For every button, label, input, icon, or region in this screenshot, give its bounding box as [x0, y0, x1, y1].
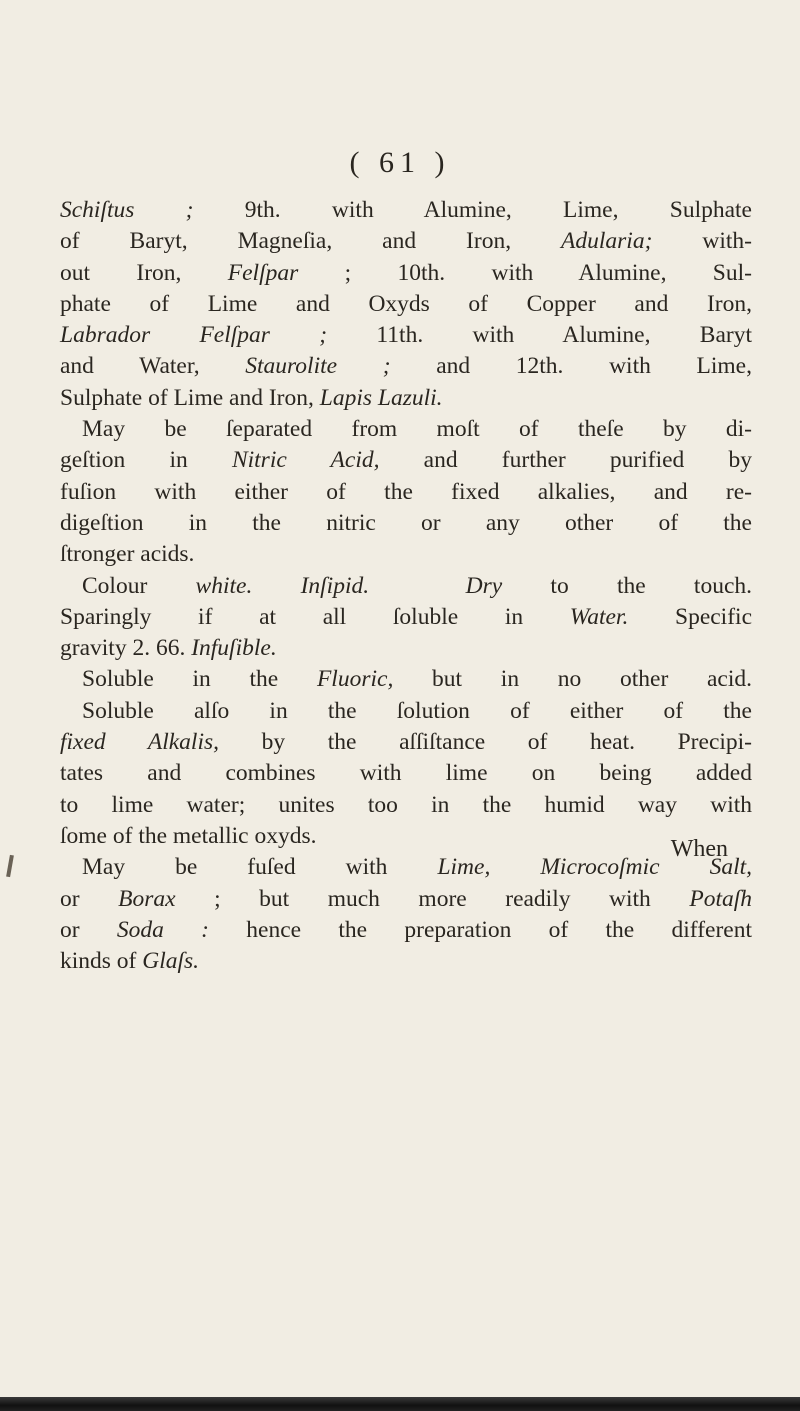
text-line: or Soda : hence the preparation of the different	[60, 916, 753, 943]
italic-term: Adularia;	[561, 228, 653, 255]
text-line: out Iron, Felſpar ; 10th. with Alumine, Sul-	[60, 259, 752, 286]
italic-term: Microcoſmic Salt,	[540, 854, 753, 881]
text-line: phate of Lime and Oxyds of Copper and Iron,	[60, 290, 752, 317]
italic-term: Labrador Felſpar ;	[60, 322, 328, 349]
italic-term: Inſipid.	[300, 572, 370, 599]
italic-term: Borax	[118, 885, 176, 912]
text-line: May be fuſed with Lime, Microcoſmic Salt,	[82, 854, 753, 881]
text-line: Labrador Felſpar ; 11th. with Alumine, Baryt	[60, 322, 752, 349]
text-line: kinds of Glaſs.	[60, 948, 200, 975]
text-line: digeſtion in the nitric or any other of the	[60, 509, 752, 536]
text-line: of Baryt, Magneſia, and Iron, Adularia; with-	[60, 228, 752, 255]
scan-edge-bar	[0, 1397, 800, 1411]
italic-term: Lime,	[437, 854, 491, 881]
text-line: or Borax ; but much more readily with Potaſh	[60, 885, 753, 912]
text-line: Schiſtus ; 9th. with Alumine, Lime, Sulphate	[60, 197, 752, 223]
text-line: and Water, Staurolite ; and 12th. with Lime,	[60, 353, 752, 380]
italic-term: Staurolite ;	[245, 353, 391, 380]
text-line: Sulphate of Lime and Iron, Lapis Lazuli.	[60, 384, 443, 411]
italic-term: Dry	[465, 572, 503, 599]
italic-term: Glaſs.	[142, 948, 200, 975]
italic-term: Infuſible.	[191, 635, 277, 662]
catchword: When	[670, 836, 728, 862]
italic-term: Soda :	[116, 916, 209, 943]
text-line: Sparingly if at all ſoluble in Water. Specific	[60, 603, 752, 630]
italic-term: white.	[195, 572, 253, 599]
text-line: Colour white. Inſipid. Dry to the touch.	[82, 572, 752, 599]
italic-term: fixed Alkalis,	[60, 729, 220, 756]
text-line: geſtion in Nitric Acid, and further purified by	[60, 447, 753, 474]
italic-term: Nitric Acid,	[231, 447, 380, 474]
text-line: gravity 2. 66. Infuſible.	[60, 635, 277, 662]
italic-term: Felſpar	[227, 259, 299, 286]
text-line: to lime water; unites too in the humid way with	[60, 791, 752, 818]
text-line: May be ſeparated from moſt of theſe by di-	[82, 416, 752, 443]
body-text	[60, 195, 752, 977]
margin-mark	[6, 855, 14, 877]
text-line: ſtronger acids.	[60, 541, 195, 568]
italic-term: Water.	[569, 603, 629, 630]
page-number: ( 61 )	[349, 146, 451, 179]
text-line: fixed Alkalis, by the aſſiſtance of heat. Precipi-	[60, 729, 753, 756]
text-line: Soluble alſo in the ſolution of either of the	[82, 697, 752, 724]
italic-term: Fluoric,	[316, 666, 394, 693]
text-line: tates and combines with lime on being added	[60, 760, 752, 787]
italic-term: Schiſtus ;	[60, 197, 194, 223]
text-line: ſome of the metallic oxyds.	[60, 822, 317, 849]
italic-term: Lapis Lazuli.	[319, 384, 443, 411]
text-line: fuſion with either of the fixed alkalies, and re-	[60, 478, 752, 505]
text-line: Soluble in the Fluoric, but in no other acid.	[82, 666, 753, 693]
italic-term: Potaſh	[689, 885, 753, 912]
